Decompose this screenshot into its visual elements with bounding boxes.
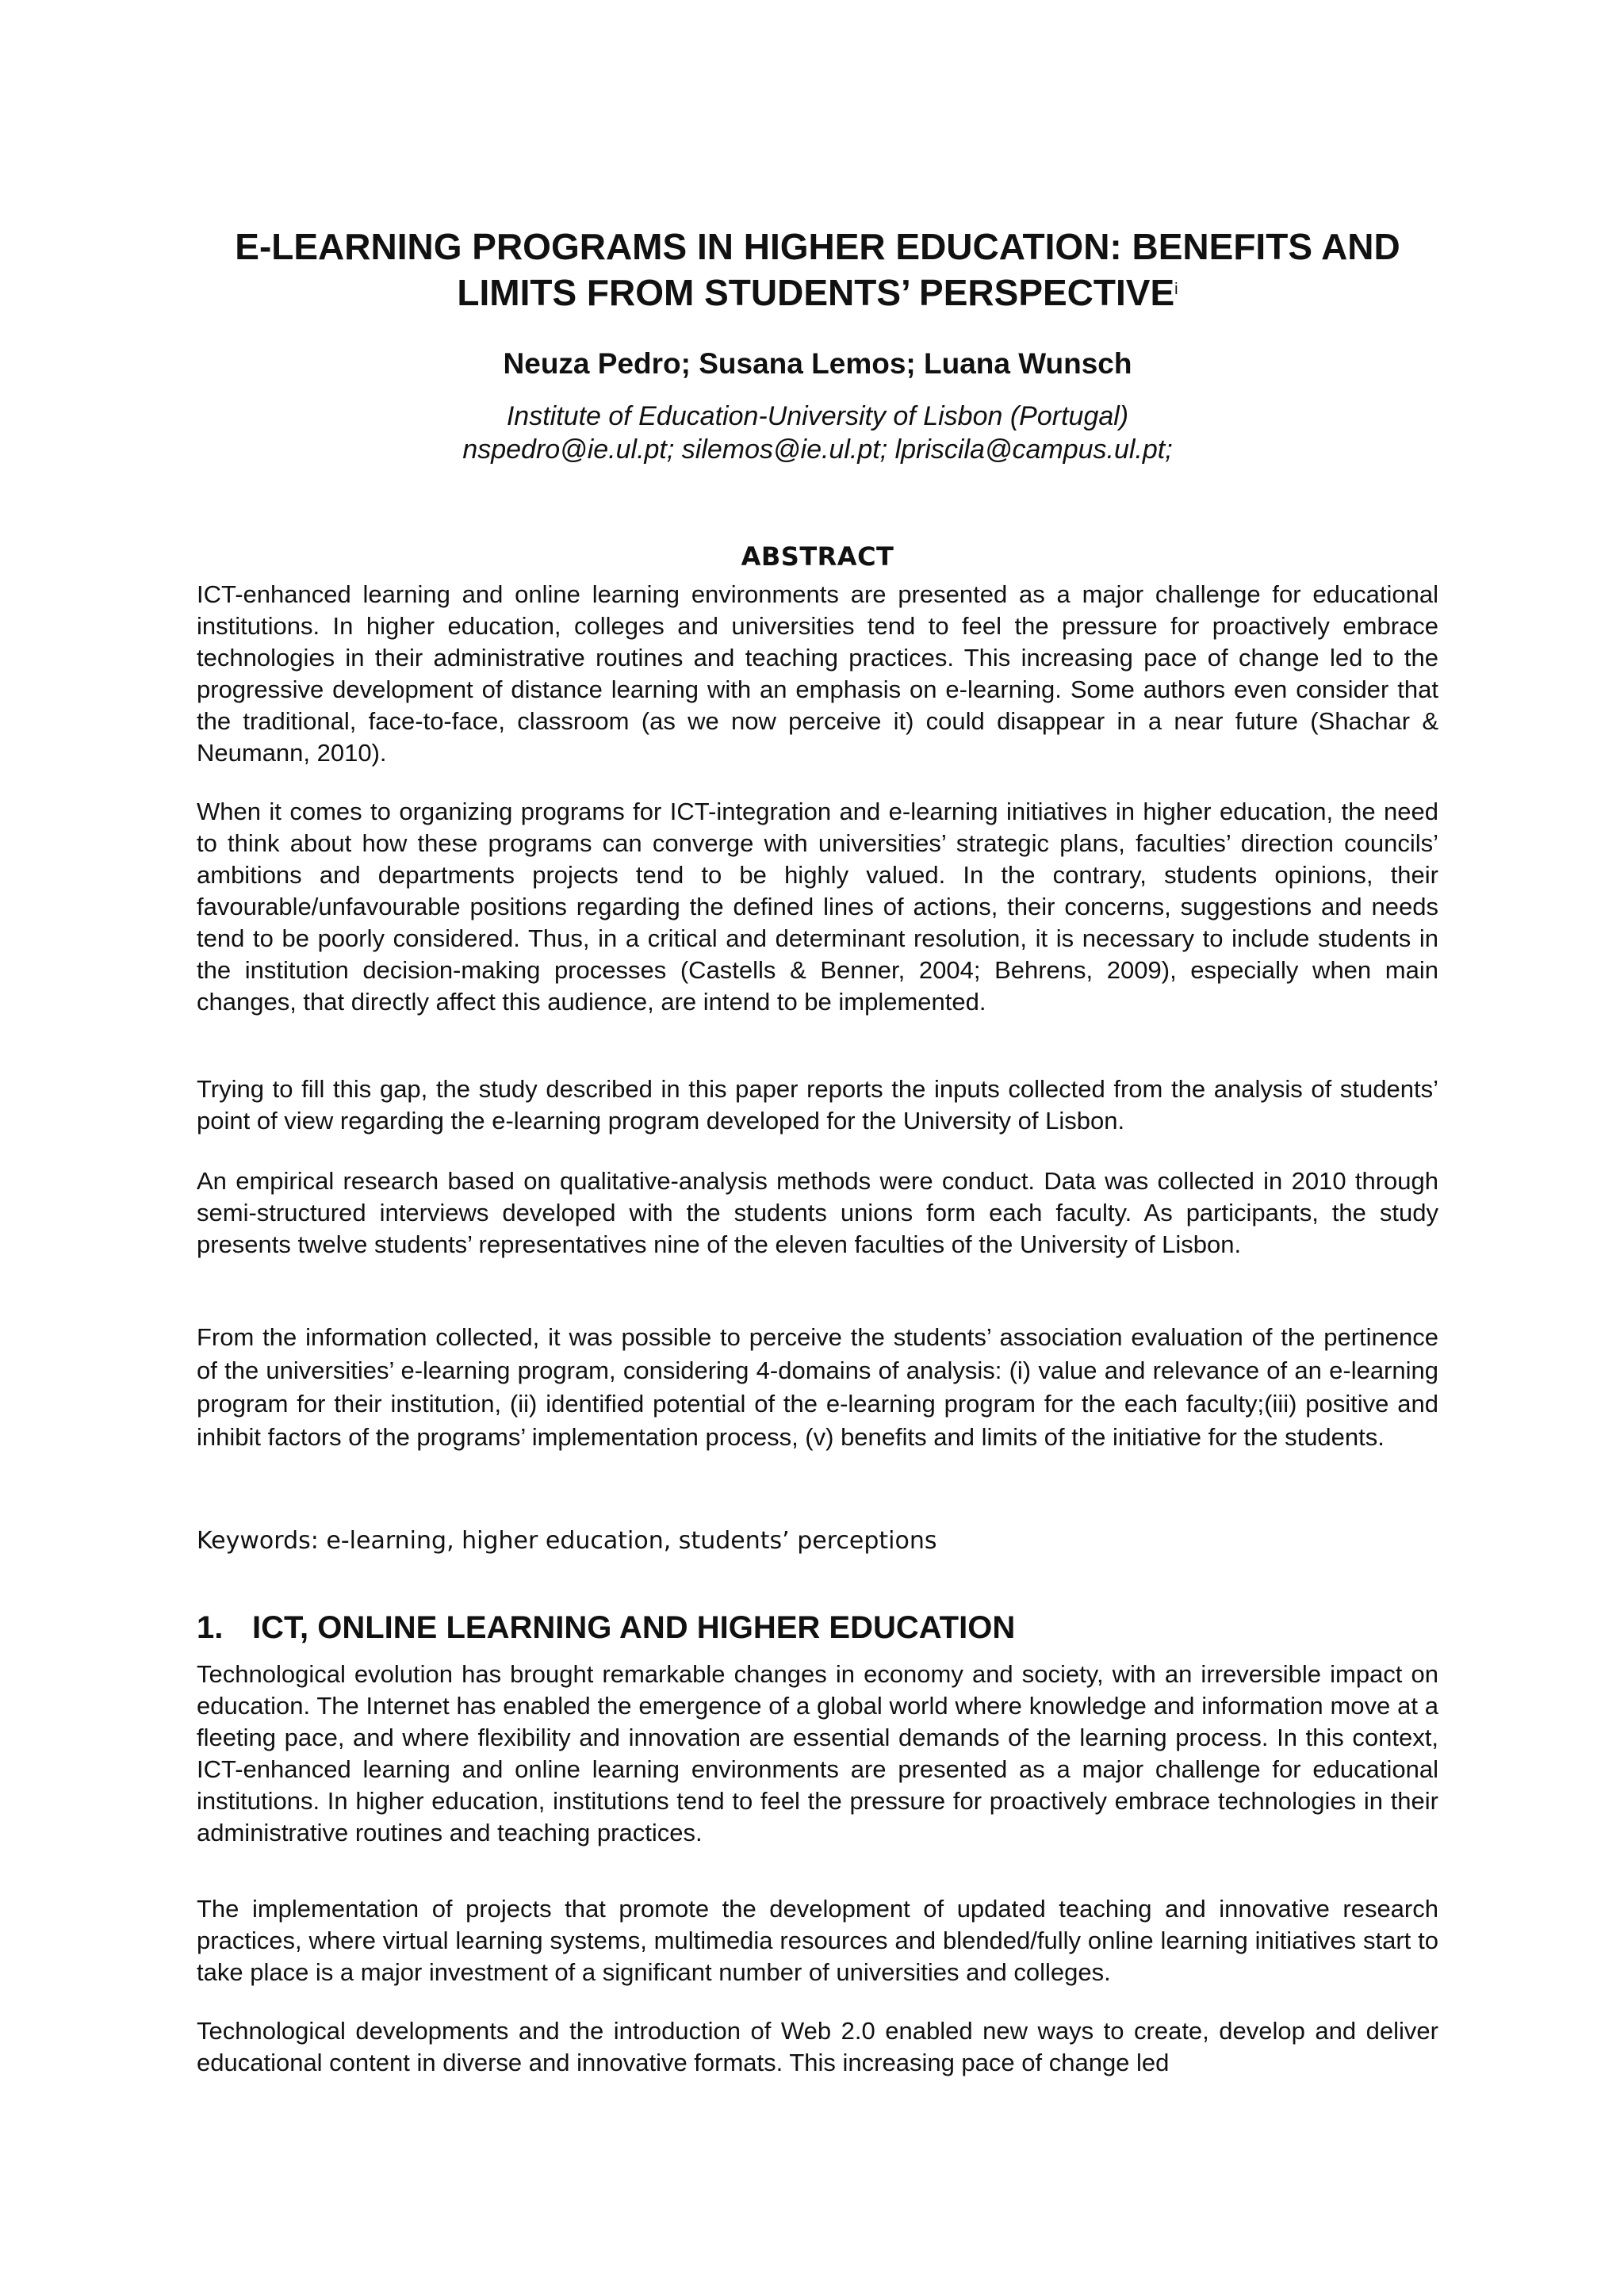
- paper-page: [197, 0, 1438, 2296]
- abstract-paragraph-4: An empirical research based on qualitative-analysis methods were conduct. Data was collected in 2010 through semi-structured interviews developed with the students unions form each faculty. As participants, the study presents twelve students’ representatives nine of the eleven faculties of the University of Lisbon.: [197, 1167, 1438, 1258]
- abstract-paragraph-5: From the information collected, it was possible to perceive the students’ association evaluation of the pertinence of the universities’ e-learning program, considering 4-domains of analysis: (i) value and relevance of an e-learning program for their institution, (ii) identified potential of the e-learning program for the each faculty;(iii) positive and inhibit factors of the programs’ implementation process, (v) benefits and limits of the initiative for the students.: [197, 1323, 1438, 1451]
- section-number: 1.: [197, 1610, 224, 1645]
- section-heading: [197, 1608, 1438, 1647]
- section-paragraph-2: The implementation of projects that promote the development of updated teaching and innovative research practices, where virtual learning systems, multimedia resources and blended/fully online learning initiatives start to take place is a major investment of a significant number of universities and colleges.: [197, 1895, 1438, 1986]
- abstract-paragraph-2: When it comes to organizing programs for ICT-integration and e-learning initiatives in higher education, the need to think about how these programs can converge with universities’ strategic plans, faculties’ direction councils’ ambitions and departments projects tend to be highly valued. In the contrary, students opinions, their favourable/unfavourable positions regarding the defined lines of actions, their concerns, suggestions and needs tend to be poorly considered. Thus, in a critical and determinant resolution, it is necessary to include students in the institution decision-making processes (Castells & Benner, 2004; Behrens, 2009), especially when main changes, that directly affect this audience, are intend to be implemented.: [197, 798, 1438, 1016]
- title-line-2: LIMITS FROM STUDENTS’ PERSPECTIVE: [457, 272, 1175, 313]
- abstract-paragraph-1: ICT-enhanced learning and online learning environments are presented as a major challenge for educational institutions. In higher education, colleges and universities tend to feel the pressure for proactively embrace technologies in their administrative routines and teaching practices. This increasing pace of change led to the progressive development of distance learning with an emphasis on e-learning. Some authors even consider that the traditional, face-to-face, classroom (as we now perceive it) could disappear in a near future (Shachar & Neumann, 2010).: [197, 580, 1438, 767]
- keywords: Keywords: e-learning, higher education, students’ perceptions: [197, 1527, 937, 1555]
- title-footnote-mark: i: [1174, 281, 1178, 298]
- affiliation: [197, 400, 1438, 466]
- section-paragraph-3: Technological developments and the introduction of Web 2.0 enabled new ways to create, develop and deliver educational content in diverse and innovative formats. This increasing pace of change led: [197, 2017, 1438, 2076]
- title-line-1: E-LEARNING PROGRAMS IN HIGHER EDUCATION: BENEFITS AND: [235, 226, 1400, 267]
- affiliation-emails: nspedro@ie.ul.pt; silemos@ie.ul.pt; lpriscila@campus.ul.pt;: [462, 434, 1173, 465]
- section-paragraph-1: Technological evolution has brought remarkable changes in economy and society, with an irreversible impact on education. The Internet has enabled the emergence of a global world where knowledge and information move at a fleeting pace, and where flexibility and innovation are essential demands of the learning process. In this context, ICT-enhanced learning and online learning environments are presented as a major challenge for educational institutions. In higher education, institutions tend to feel the pressure for proactively embrace technologies in their administrative routines and teaching practices.: [197, 1660, 1438, 1846]
- paper-title: [197, 224, 1438, 316]
- author-list: Neuza Pedro; Susana Lemos; Luana Wunsch: [503, 347, 1132, 380]
- abstract-paragraph-3: Trying to fill this gap, the study described in this paper reports the inputs collected from the analysis of students’ point of view regarding the e-learning program developed for the University of Lisbon.: [197, 1075, 1438, 1135]
- abstract-heading: ABSTRACT: [741, 541, 894, 572]
- section-title: ICT, ONLINE LEARNING AND HIGHER EDUCATION: [252, 1610, 1016, 1645]
- affiliation-institution: Institute of Education-University of Lisbon (Portugal): [506, 401, 1129, 431]
